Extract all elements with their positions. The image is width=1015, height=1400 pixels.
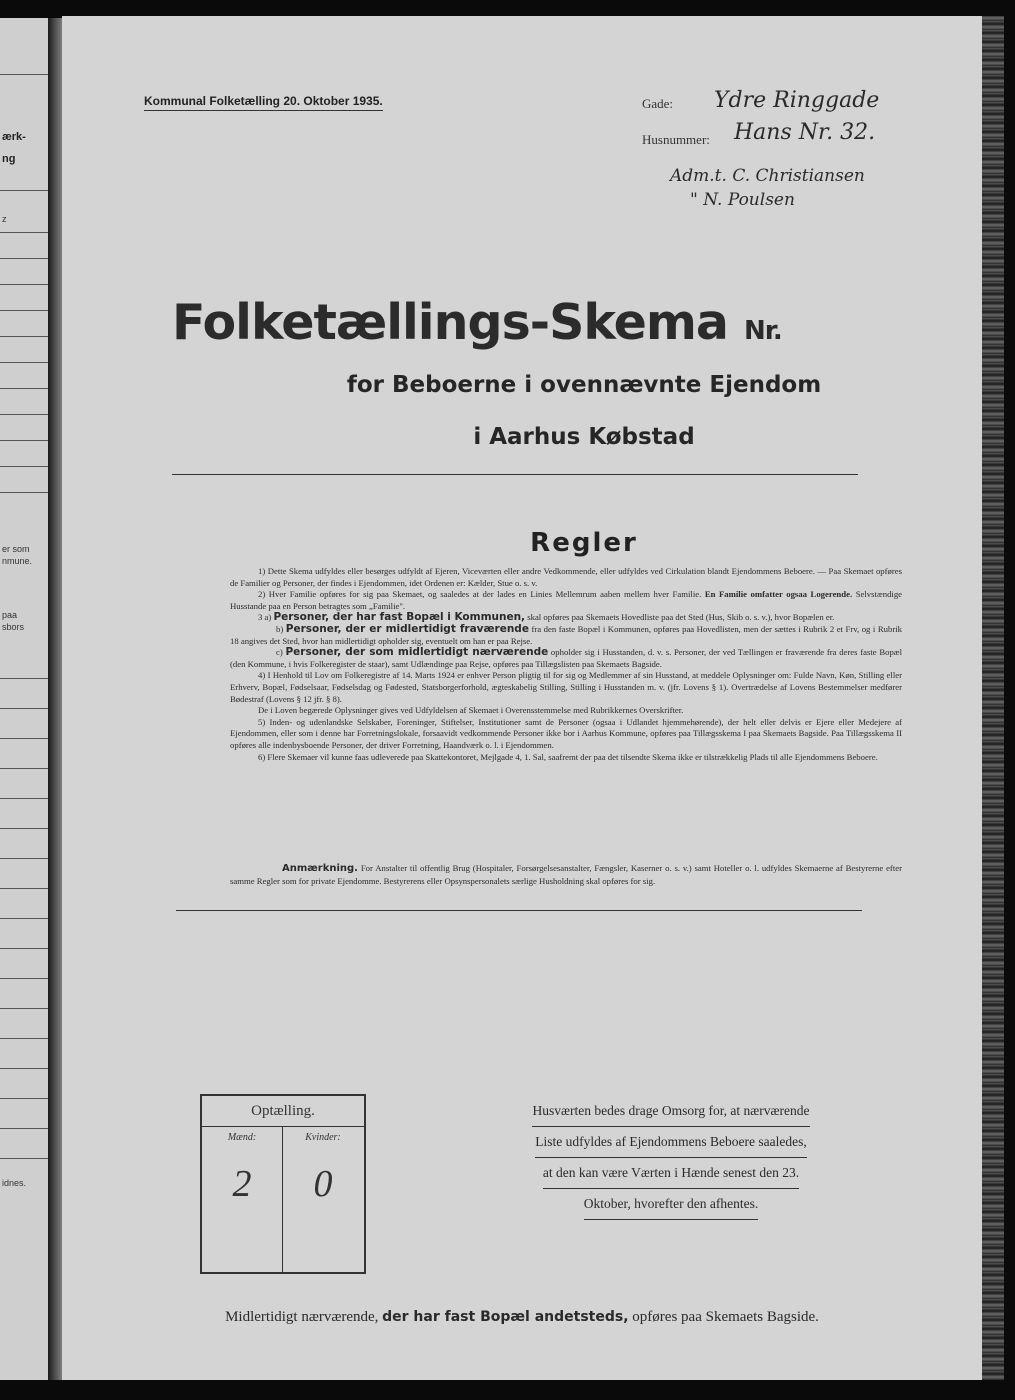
rules-body — [230, 566, 902, 763]
notice-line: Oktober, hvorefter den afhentes. — [584, 1189, 759, 1220]
rules-heading: Regler — [530, 528, 638, 558]
rule-6: 6) Flere Skemaer vil kunne faas udleverede paa Skattekontoret, Mejlgade 4, 1. Sal, saafremt der paa det tilsendte Skema ikke er tilstrækkelig Plads til alle Ejendommens Beboere. — [258, 751, 878, 762]
prev-fragment: idnes. — [2, 1178, 27, 1188]
book-page-edges — [982, 16, 1004, 1380]
form-subtitle: for Beboerne i ovennævnte Ejendom — [346, 372, 822, 398]
form-title-main: Folketællings-Skema — [172, 294, 728, 351]
form-number-label: Nr. — [744, 316, 782, 346]
prev-fragment: sbors — [2, 622, 25, 632]
prev-fragment: er som — [2, 544, 30, 554]
notice-line: at den kan være Værten i Hænde senest den 23. — [543, 1158, 799, 1189]
count-box — [200, 1094, 366, 1274]
administrator-line: " N. Poulsen — [690, 190, 795, 210]
rule-3a: 3 a) Personer, der har fast Bopæl i Kommunen, skal opføres paa Skemaets Hovedliste paa det Sted (Hus, Skib o. s. v.), hvor Bopælen er. — [258, 611, 835, 624]
prev-fragment: ærk- — [2, 131, 26, 143]
census-form-page — [62, 16, 982, 1380]
rule-3c: c) Personer, der som midlertidigt nærværende opholder sig i Husstanden, d. v. s. Personer, der ved Tællingen er fraværende fra deres faste Bopæl (den Kommune, i hvis Folkeregister de staar), samt Udlændinge paa Rejse, opføres paa Tillægslisten paa Skemaets Bagside. — [230, 646, 903, 669]
house-number-value: Hans Nr. 32. — [734, 120, 876, 145]
landlord-notice — [502, 1096, 840, 1220]
count-heading: Optælling. — [202, 1096, 364, 1127]
remark — [230, 862, 902, 887]
rule-5: 5) Inden- og udenlandske Selskaber, Foreninger, Stiftelser, Institutioner samt de Personer (ogsaa i Udlandet hjemmehørende), der helt eller delvis er Ejere eller Medejere af Ejendommen, eller som i denne har Forretningslokale, forsaavidt vedkommende Personer ikke bor i Aarhus Kommune, opføres paa Tillægsskema I paa Skemaets Bagside. Paa Tillægsskema II opføres alle indenbysboende Personer, der driver Forretning, Haandværk o. l. i Ejendommen. — [230, 716, 902, 750]
women-count: 0 — [313, 1163, 333, 1205]
prev-fragment: z — [2, 214, 7, 224]
women-label: Kvinder: — [305, 1132, 341, 1143]
previous-page-edge — [0, 18, 48, 1380]
remark-text: For Anstalter til offentlig Brug (Hospitaler, Forsørgelsesanstalter, Fængsler, Kaserner o. s. v.) samt Hoteller o. l. udfyldes Skemaerne af Bestyrerne efter samme Regler som for private Ejendomme. Bestyrerens eller Opsynspersonalets særlige Husholdning skal opføres for sig. — [230, 863, 902, 886]
prev-fragment: ng — [2, 153, 16, 165]
men-label: Mænd: — [227, 1132, 257, 1143]
notice-line: Liste udfyldes af Ejendommens Beboere saaledes, — [535, 1127, 806, 1158]
divider — [172, 474, 858, 475]
rule-1: 1) Dette Skema udfyldes eller besørges udfyldt af Ejeren, Viceværten eller andre Vedkommende, eller udfyldes ved Cirkulation blandt Ejendommens Beboere. — Paa Skemaet opføres de Familier og Personer, der findes i Ejendommen, idet Ordenen er: Kælder, Stue o. s. v. — [230, 566, 902, 588]
form-subtitle-city: i Aarhus Købstad — [473, 424, 695, 450]
prev-fragment: paa — [2, 610, 18, 620]
administrator-line: Adm.t. C. Christiansen — [670, 166, 865, 186]
rule-4b: De i Loven begærede Oplysninger gives ved Udfyldelsen af Skemaet i Overensstemmelse med Rubrikkernes Overskrifter. — [258, 705, 684, 716]
footer-note: Midlertidigt nærværende, der har fast Bopæl andetsteds, opføres paa Skemaets Bagside. — [225, 1309, 819, 1325]
remark-lead: Anmærkning. — [282, 863, 358, 874]
form-title — [172, 294, 872, 351]
prev-fragment: nmune. — [2, 556, 33, 566]
street-label: Gade: — [642, 96, 674, 111]
divider — [176, 910, 862, 911]
house-number-label: Husnummer: — [642, 132, 710, 147]
rule-3b: b) Personer, der er midlertidigt fraværende fra den faste Bopæl i Kommunen, opføres paa Hovedlisten, men der sættes i Rubrik 2 et Frv, og i Rubrik 18 angives det Sted, hvor han midlertidigt opholder sig, eventuelt om han er paa Rejse. — [230, 622, 902, 646]
rule-2: 2) Hver Familie opføres for sig paa Skemaet, og saaledes at der lades en Linies Mellemrum aaben mellem hver Familie. En Familie omfatter ogsaa Logerende. Selvstændige Husstande paa en Person betragtes som „Familie". — [230, 589, 903, 611]
men-count: 2 — [232, 1163, 252, 1205]
rule-4: 4) I Henhold til Lov om Folkeregistre af 14. Marts 1924 er enhver Person pligtig til for sig og Medlemmer af sin Husstand, at meddele Oplysninger om: Fulde Navn, Køn, Stilling eller Erhverv, Bopæl, Fødselsaar, Fødselsdag og Fødested, Statsborgerforhold, ægteskabelig Stilling, Stilling i Husstanden m. v. (jfr. Lovens § 1). Overtrædelse af Lovens Bestemmelser medfører Bødestraf (Lovens § 12 jfr. § 8). — [230, 670, 902, 704]
census-header: Kommunal Folketælling 20. Oktober 1935. — [144, 94, 383, 111]
notice-line: Husværten bedes drage Omsorg for, at nærværende — [532, 1096, 809, 1127]
street-value: Ydre Ringgade — [714, 88, 880, 113]
